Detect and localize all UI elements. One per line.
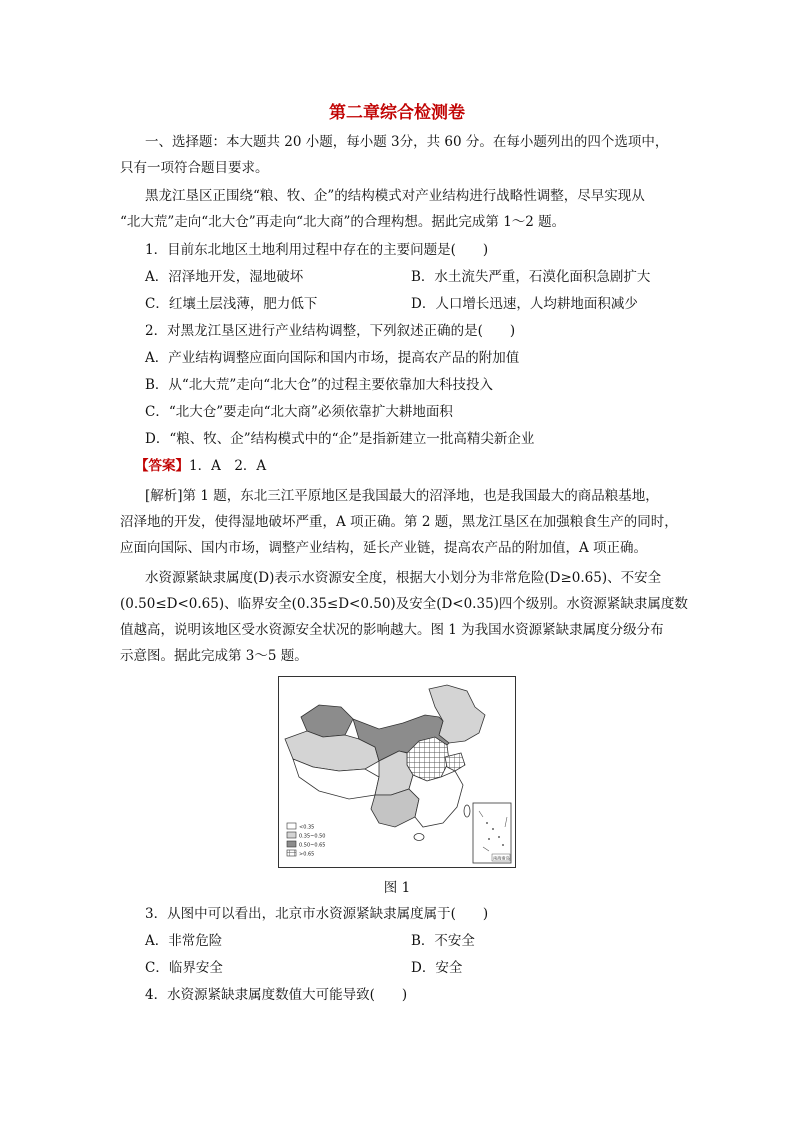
question-2-option-c: C．“北大仓”要走向“北大商”必须依靠扩大耕地面积 <box>145 404 453 420</box>
analysis-line-2: 沼泽地的开发，使得湿地破坏严重，A 项正确。第 2 题，黑龙江垦区在加强粮食生产的同时， <box>120 514 678 530</box>
question-1-option-b: B．水土流失严重，石漠化面积急剧扩大 <box>411 269 651 285</box>
question-2-option-a: A．产业结构调整应面向国际和国内市场，提高农产品的附加值 <box>145 350 520 366</box>
answer-label: 【答案】 <box>135 458 189 474</box>
passage2-line-2: (0.50≤D<0.65)、临界安全(0.35≤D<0.50)及安全(D<0.35)四个级别。水资源紧缺隶属度数 <box>120 596 688 612</box>
passage1-line-2: “北大荒”走向“北大仓”再走向“北大商”的合理构想。据此完成第 1～2 题。 <box>120 214 566 230</box>
map-legend <box>287 823 325 858</box>
figure-caption: 图 1 <box>383 880 411 896</box>
legend-label-2: 0.35~0.50 <box>299 833 326 840</box>
analysis-line-1: [解析]第 1 题，东北三江平原地区是我国最大的沼泽地，也是我国最大的商品粮基地， <box>145 488 659 504</box>
section-intro-line-2: 只有一项符合题目要求。 <box>120 160 269 176</box>
legend-label-3: 0.50~0.65 <box>299 842 326 849</box>
question-2-option-b: B．从“北大荒”走向“北大仓”的过程主要依靠加大科技投入 <box>145 377 494 393</box>
figure-china-water-map <box>278 676 516 868</box>
inset-label: 南海诸岛 <box>493 855 510 861</box>
page-title: 第二章综合检测卷 <box>329 103 465 123</box>
passage2-line-1: 水资源紧缺隶属度(D)表示水资源安全度，根据大小划分为非常危险(D≥0.65)、不安全 <box>145 570 662 586</box>
legend-label-4: >0.65 <box>299 851 315 858</box>
china-map-svg <box>279 677 515 867</box>
answer-line <box>135 456 266 476</box>
question-1-option-d: D．人口增长迅速，人均耕地面积减少 <box>411 296 638 312</box>
legend-label-1: <0.35 <box>299 824 315 831</box>
region-taiwan <box>464 805 470 817</box>
question-3-option-a: A．非常危险 <box>145 933 223 949</box>
section-intro-line-1: 一、选择题：本大题共 20 小题，每小题 3分，共 60 分。在每小题列出的四个选项中， <box>145 134 669 150</box>
question-3-option-c: C．临界安全 <box>145 960 223 976</box>
analysis-line-3: 应面向国际、国内市场，调整产业结构，延长产业链，提高农产品的附加值，A 项正确。 <box>120 540 648 556</box>
question-3-stem: 3．从图中可以看出，北京市水资源紧缺隶属度属于( ) <box>145 906 489 922</box>
question-4-stem: 4．水资源紧缺隶属度数值大可能导致( ) <box>145 987 408 1003</box>
south-china-sea-inset <box>473 803 511 863</box>
question-2-stem: 2．对黑龙江垦区进行产业结构调整，下列叙述正确的是( ) <box>145 323 516 339</box>
question-3-option-b: B．不安全 <box>411 933 475 949</box>
passage2-line-3: 值越高，说明该地区受水资源安全状况的影响越大。图 1 为我国水资源紧缺隶属度分级分布 <box>120 622 664 638</box>
question-1-stem: 1．目前东北地区土地利用过程中存在的主要问题是( ) <box>145 242 489 258</box>
question-2-option-d: D．“粮、牧、企”结构模式中的“企”是指新建立一批高精尖新企业 <box>145 431 535 447</box>
region-hainan <box>414 834 424 841</box>
question-1-option-c: C．红壤土层浅薄，肥力低下 <box>145 296 318 312</box>
answer-text: 1．A 2．A <box>189 458 267 474</box>
passage2-line-4: 示意图。据此完成第 3～5 题。 <box>120 648 308 664</box>
region-southwest <box>371 789 419 827</box>
passage1-line-1: 黑龙江垦区正围绕“粮、牧、企”的结构模式对产业结构进行战略性调整，尽早实现从 <box>145 188 645 204</box>
question-3-option-d: D．安全 <box>411 960 463 976</box>
question-1-option-a: A．沼泽地开发，湿地破坏 <box>145 269 304 285</box>
